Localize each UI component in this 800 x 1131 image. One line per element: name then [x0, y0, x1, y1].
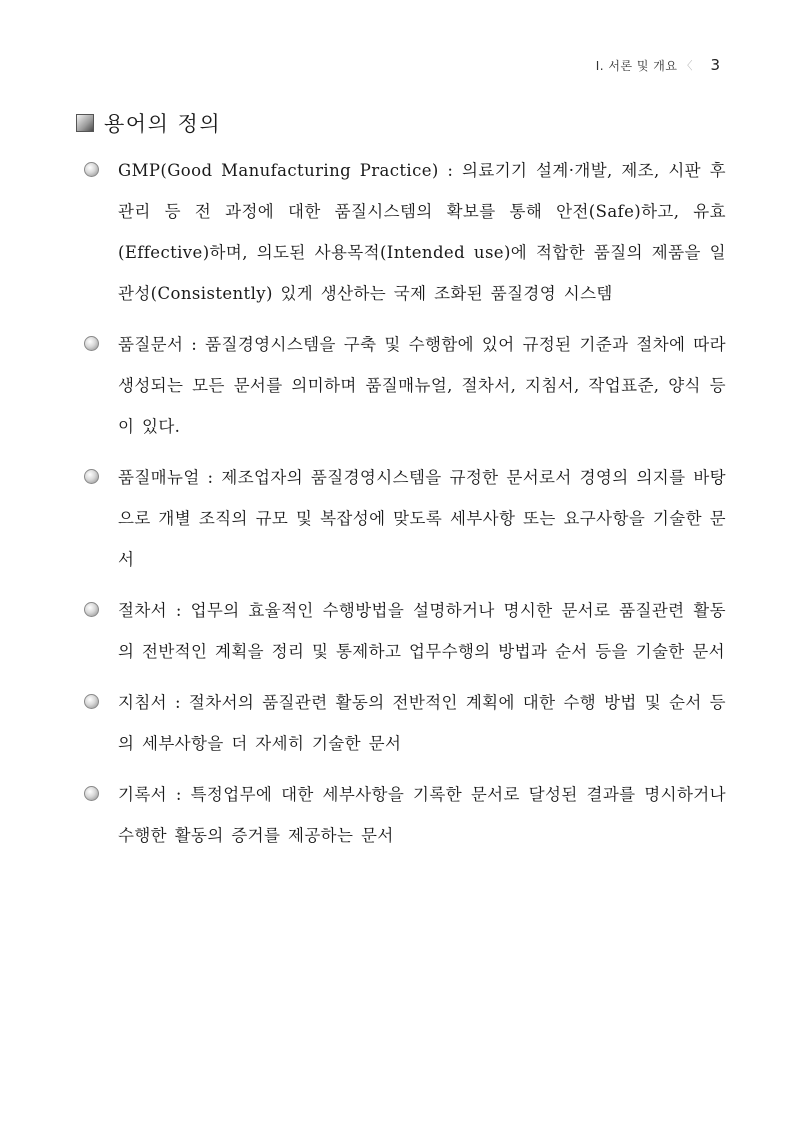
circle-bullet-icon	[84, 602, 99, 617]
circle-bullet-icon	[84, 162, 99, 177]
definition-text: 기록서 : 특정업무에 대한 세부사항을 기록한 문서로 달성된 결과를 명시하거나 수행한 활동의 증거를 제공하는 문서	[118, 785, 726, 845]
definition-text: GMP(Good Manufacturing Practice) : 의료기기 설계·개발, 제조, 시판 후 관리 등 전 과정에 대한 품질시스템의 확보를 통해 안전(Safe)하고, 유효(Effective)하며, 의도된 사용목적(Intended use)에 적합한 품질의 제품을 일관성(Consistently) 있게 생산하는 국제 조화된 품질경영 시스템	[118, 161, 726, 303]
chevron-left-icon: 〈	[681, 59, 693, 72]
circle-bullet-icon	[84, 786, 99, 801]
definition-item-record	[84, 774, 726, 856]
definition-item-instruction	[84, 682, 726, 764]
section-heading	[76, 108, 221, 138]
page-number: 3	[710, 56, 720, 74]
definition-list	[84, 150, 726, 866]
definition-item-quality-document	[84, 324, 726, 447]
definition-text: 절차서 : 업무의 효율적인 수행방법을 설명하거나 명시한 문서로 품질관련 활동의 전반적인 계획을 정리 및 통제하고 업무수행의 방법과 순서 등을 기술한 문서	[118, 601, 726, 661]
section-title: 용어의 정의	[104, 112, 222, 136]
circle-bullet-icon	[84, 694, 99, 709]
definition-text: 품질문서 : 품질경영시스템을 구축 및 수행함에 있어 규정된 기준과 절차에 따라 생성되는 모든 문서를 의미하며 품질매뉴얼, 절차서, 지침서, 작업표준, 양식 등이 있다.	[118, 335, 726, 436]
circle-bullet-icon	[84, 469, 99, 484]
definition-text: 품질매뉴얼 : 제조업자의 품질경영시스템을 규정한 문서로서 경영의 의지를 바탕으로 개별 조직의 규모 및 복잡성에 맞도록 세부사항 또는 요구사항을 기술한 문서	[118, 468, 726, 569]
chapter-label: Ⅰ. 서론 및 개요	[595, 58, 678, 73]
circle-bullet-icon	[84, 336, 99, 351]
square-bullet-icon	[76, 114, 94, 132]
definition-item-gmp	[84, 150, 726, 314]
definition-text: 지침서 : 절차서의 품질관련 활동의 전반적인 계획에 대한 수행 방법 및 순서 등의 세부사항을 더 자세히 기술한 문서	[118, 693, 726, 753]
definition-item-procedure	[84, 590, 726, 672]
definition-item-quality-manual	[84, 457, 726, 580]
running-header	[596, 56, 720, 74]
